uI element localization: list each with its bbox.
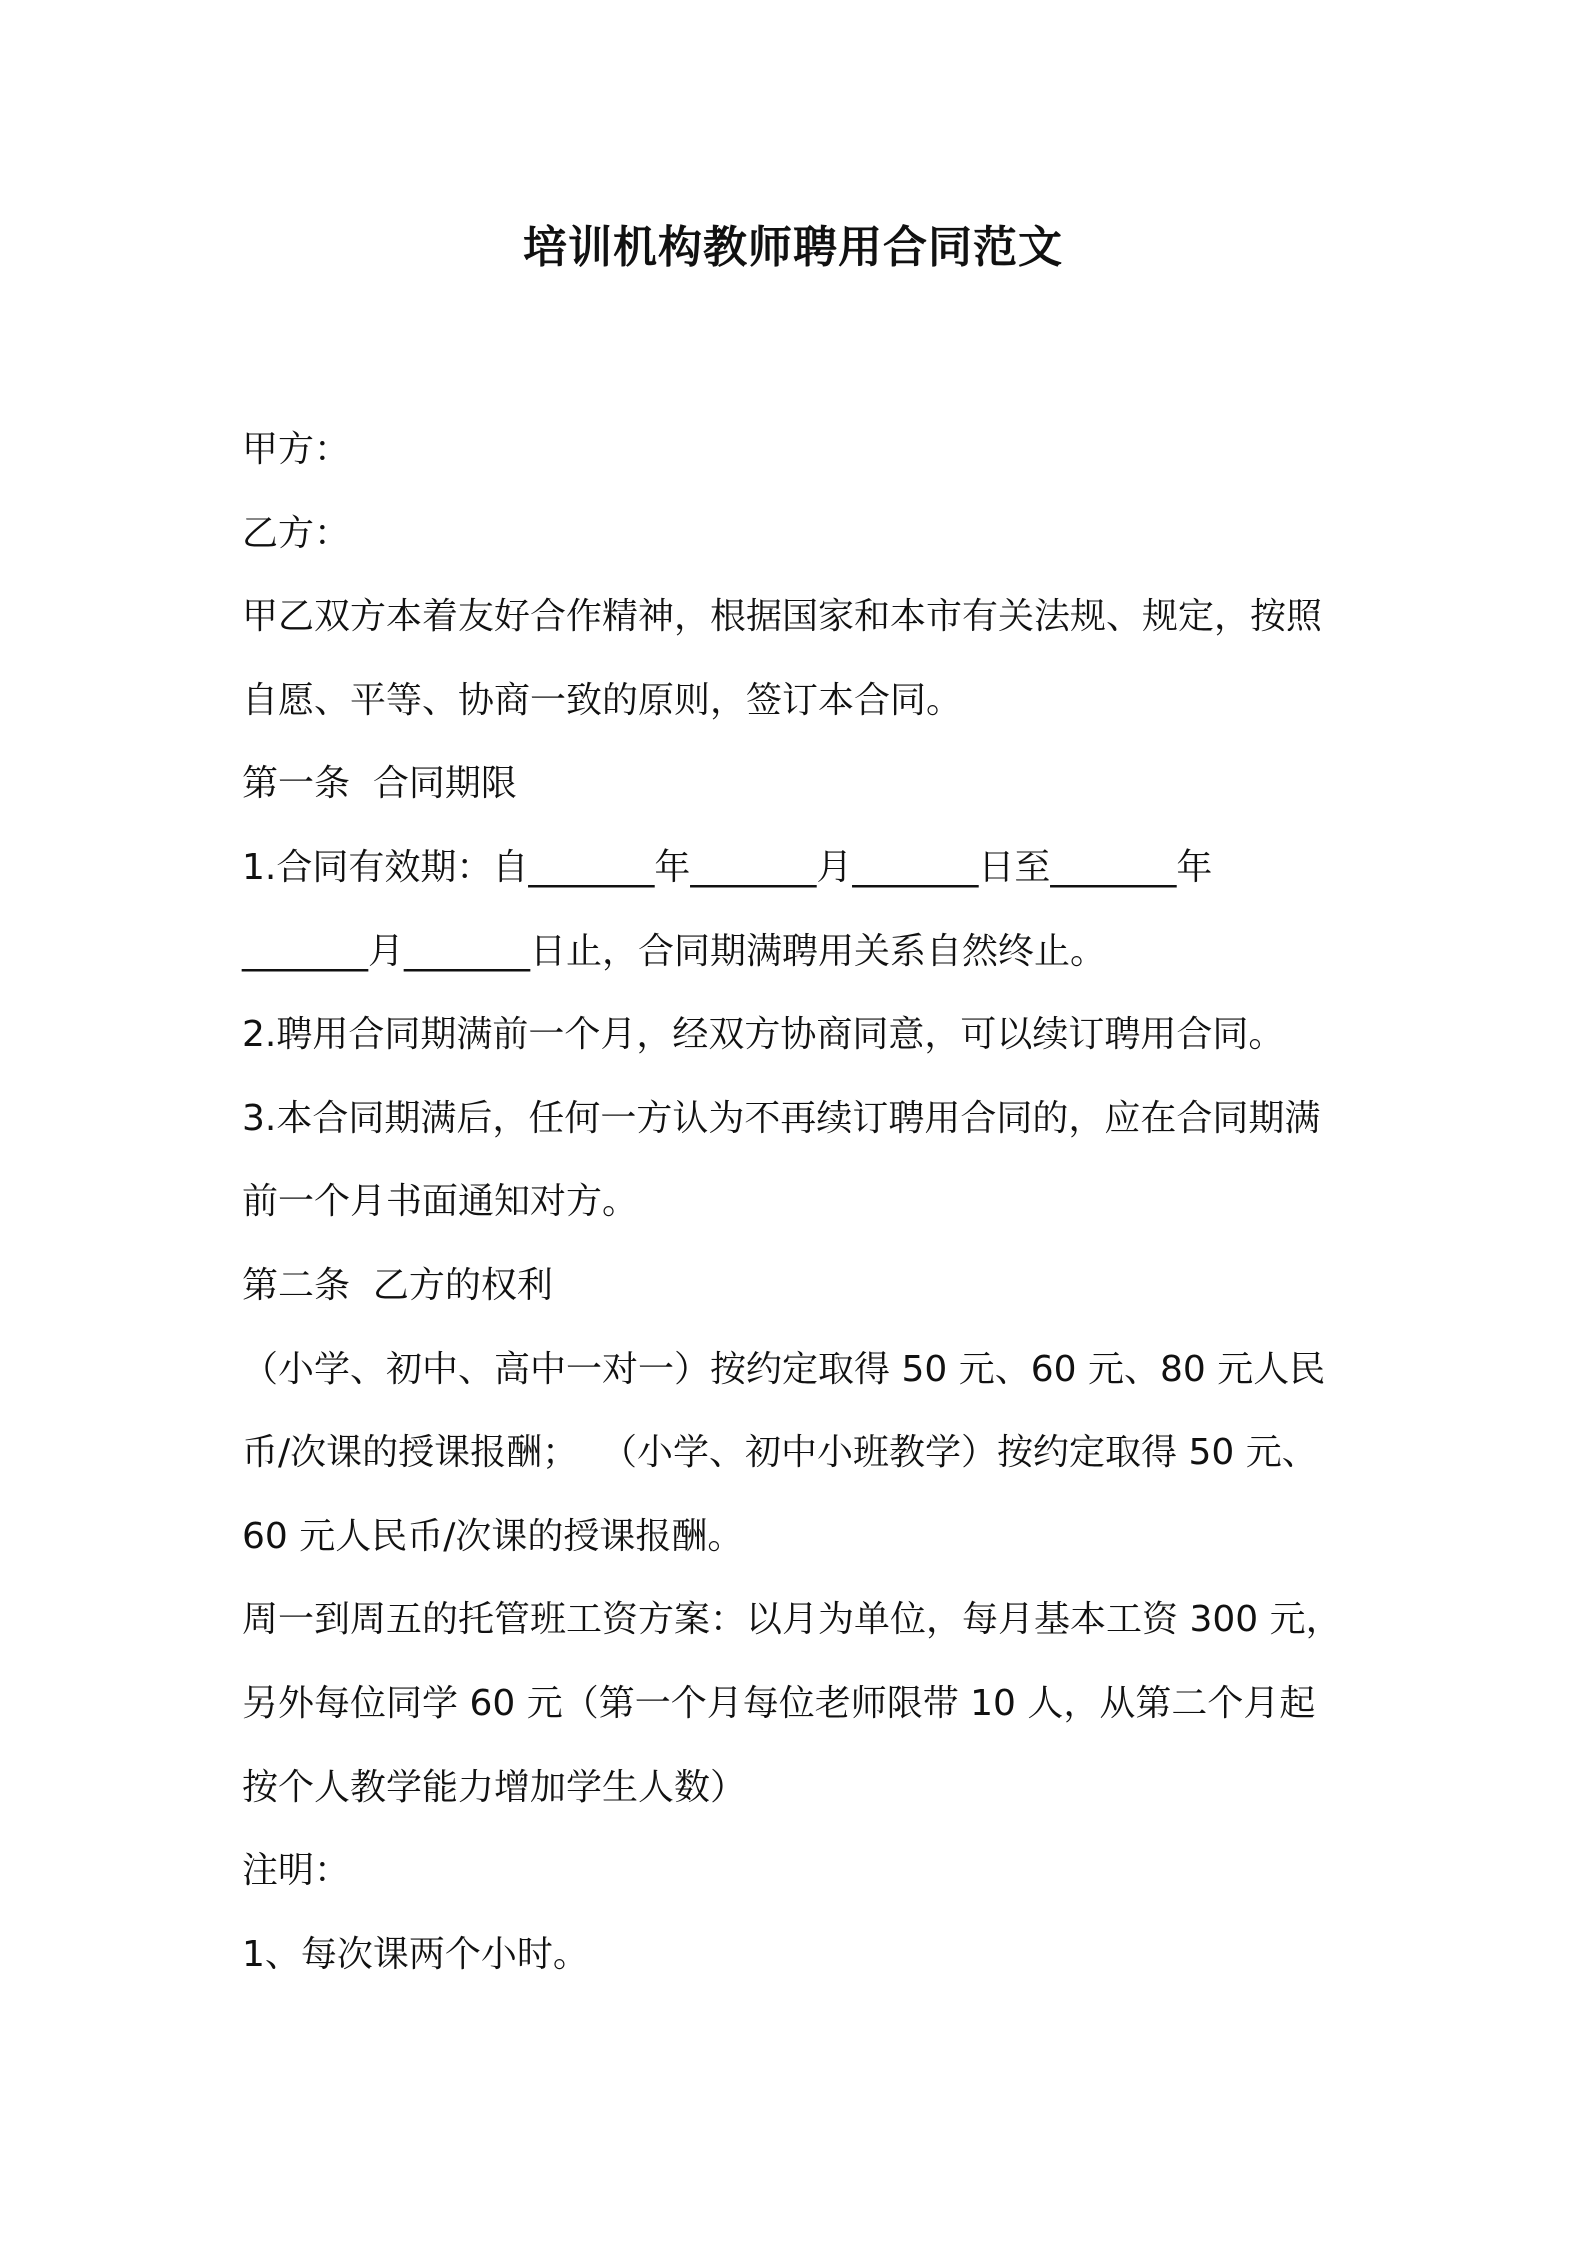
article-heading: 第一条 合同期限: [242, 763, 517, 805]
party-a-line: 甲方：: [242, 429, 351, 470]
article-heading: 第二条 乙方的权利: [242, 1264, 553, 1306]
clause-line: （小学、初中、高中一对一）按约定取得 50 元、60 元、80 元人民: [242, 1348, 1326, 1390]
document-body: [242, 408, 1362, 1996]
note-heading: 注明：: [242, 1850, 351, 1892]
clause-line: 3.本合同期满后，任何一方认为不再续订聘用合同的，应在合同期满: [242, 1097, 1321, 1139]
clause-line: 币/次课的授课报酬； （小学、初中小班教学）按约定取得 50 元、: [242, 1432, 1318, 1474]
clause-line: 按个人教学能力增加学生人数）: [242, 1766, 747, 1808]
clause-line: 2.聘用合同期满前一个月，经双方协商同意，可以续订聘用合同。: [242, 1014, 1285, 1056]
clause-line: 前一个月书面通知对方。: [242, 1181, 639, 1223]
document-title: 培训机构教师聘用合同范文: [523, 222, 1063, 273]
clause-line: 60 元人民币/次课的授课报酬。: [242, 1515, 744, 1557]
note-line: 1、每次课两个小时。: [242, 1933, 589, 1975]
clause-line: 1.合同有效期：自_______年_______月_______日至_______年: [242, 846, 1213, 888]
clause-line: 另外每位同学 60 元（第一个月每位老师限带 10 人，从第二个月起: [242, 1682, 1316, 1724]
party-b-line: 乙方：: [242, 512, 351, 554]
clause-line: _______月_______日止，合同期满聘用关系自然终止。: [242, 930, 1107, 972]
preamble-line: 甲乙双方本着友好合作精神，根据国家和本市有关法规、规定，按照: [242, 596, 1323, 638]
clause-line: 周一到周五的托管班工资方案：以月为单位，每月基本工资 300 元，: [242, 1599, 1342, 1641]
preamble-line: 自愿、平等、协商一致的原则，签订本合同。: [242, 679, 963, 721]
